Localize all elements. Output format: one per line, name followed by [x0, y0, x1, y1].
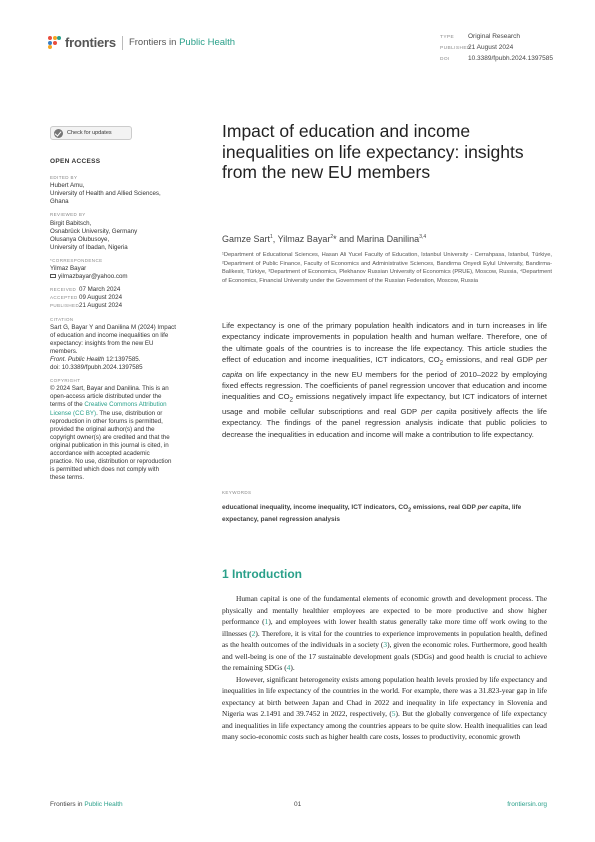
editor-line: University of Health and Allied Sciences, — [50, 190, 161, 198]
citation-line: expectancy: insights from the new EU — [50, 339, 154, 347]
meta-doi[interactable]: DOI 10.3389/fpubh.2024.1397585 — [440, 55, 553, 62]
check-icon — [54, 129, 63, 138]
meta-published: PUBLISHED21 August 2024 — [440, 44, 514, 51]
author-name[interactable]: Marina Danilina — [356, 234, 420, 244]
citation-ref[interactable]: 3 — [383, 640, 388, 649]
envelope-icon — [50, 274, 56, 278]
check-updates-label: Check for updates — [67, 130, 112, 136]
page-number: 01 — [294, 801, 302, 808]
copyright-line: original publication in this journal is cited, in — [50, 441, 169, 449]
body-text — [222, 593, 547, 743]
author-name[interactable]: Yilmaz Bayar — [277, 234, 331, 244]
date-published: PUBLISHED21 August 2024 — [50, 302, 123, 310]
citation-doi[interactable]: doi: 10.3389/fpubh.2024.1397585 — [50, 364, 143, 372]
check-for-updates-button[interactable] — [50, 126, 132, 140]
correspondence-name: Yilmaz Bayar — [50, 265, 87, 273]
reviewer-line: University of Ibadan, Nigeria — [50, 243, 128, 251]
editor-line: Ghana — [50, 198, 69, 206]
citation-label: CITATION — [50, 316, 74, 322]
author-name[interactable]: Gamze Sart — [222, 234, 271, 244]
divider — [122, 36, 123, 50]
section-heading: 1 Introduction — [222, 567, 302, 581]
article-title: Impact of education and income inequalities on life expectancy: insights from the new EU members — [222, 121, 524, 182]
correspondence-email[interactable]: yilmazbayar@yahoo.com — [58, 273, 128, 281]
reviewer-line: Olusanya Olubusoye, — [50, 235, 110, 243]
date-accepted: ACCEPTED09 August 2024 — [50, 294, 123, 302]
copyright-line: © 2024 Sart, Bayar and Danilina. This is an — [50, 385, 169, 393]
journal-name: Frontiers in Public Health — [128, 37, 236, 48]
open-access-label: OPEN ACCESS — [50, 158, 101, 165]
paragraph: However, significant heterogeneity exists among population health levels proxied by life expectancy and inequalities in life expectancy of the countries in the world. For example, there was a 31.823-year gap in life expectancy at birth between Japan and Chad in 2022 and inequality in life expectancy in Slovenia and Nigeria was 2.1491 and 39.7452 in 2022, respectively, (5). But the globally convergence of life expectancy and inequalities in life expectancy among the countries appears to be quite slow. Health inequalities can lead many socio-economic costs such as higher health care costs, losses to productivity, economic growth — [222, 674, 547, 741]
citation-ref[interactable]: 4 — [286, 663, 291, 672]
citation-ref[interactable]: 2 — [251, 628, 256, 638]
keywords-label: KEYWORDS — [222, 490, 252, 495]
copyright-line: terms of the Creative Commons Attribution — [50, 401, 167, 409]
footer-journal[interactable]: Frontiers in Public Health — [50, 801, 123, 808]
copyright-line: provided the original author(s) and the — [50, 425, 155, 433]
copyright-line: copyright owner(s) are credited and that the — [50, 433, 170, 441]
sidebar — [50, 158, 190, 482]
citation-line: Sart G, Bayar Y and Danilina M (2024) Impact — [50, 323, 176, 331]
copyright-line: reproduction in other forums is permitted, — [50, 417, 163, 425]
citation-line: of education and income inequalities on life — [50, 331, 169, 339]
brand-name: frontiers — [65, 35, 116, 50]
reviewer-line: Osnabrück University, Germany — [50, 227, 138, 235]
paragraph: Human capital is one of the fundamental elements of economic growth and development process. The physically and mentally healthier employees are expected to be more productive and show higher performance (1), and employees with lower health status generally take more time off work owing to the illnesses (2). Therefore, it is vital for the countries to experience improvements in population health, defined as the health outcomes of the individuals in a society (3), given the economic roles. Furthermore, good health and well-being is one of the 17 sustainable development goals (SDGs) and good health is crucial to achieve the remaining SDGs (4). — [222, 594, 548, 672]
meta-type: TYPE Original Research — [440, 33, 521, 40]
citation-line: members. — [50, 347, 78, 355]
copyright-line: these terms. — [50, 474, 85, 482]
copyright-line: open-access article distributed under the — [50, 393, 162, 401]
copyright-line: accordance with accepted academic — [50, 450, 150, 457]
reviewer-line: Birgit Babitsch, — [50, 219, 92, 227]
journal-logo[interactable] — [48, 35, 235, 50]
copyright-line: License (CC BY). The use, distribution or — [50, 409, 163, 417]
copyright-line: is permitted which does not comply with — [50, 466, 160, 474]
abstract: Life expectancy is one of the primary population health indicators and in turn increases in life expectancy indicate improvements in population health and human welfare. Therefore, one of the ultimate goals of the countries is to increase the life expectancy. This article studies the effect of education and income inequalities, ICT indicators, $CO_2$ emissions, and real GDP per capita on life expectancy in the new EU members for the period of 2010–2022 by employing fixed effects regression. The coefficients of panel regression uncover that education and income inequalities and $CO_2$ emissions negatively impact life expectancy, but ICT indicators of internet usage and mobile cellular subscriptions and real GDP per capita positively affects the life expectancy. The findings of the panel regression analysis indicate that public policies to decrease the inequalities in education and income will make a contribution to life expectancy. — [222, 321, 547, 439]
keywords: educational inequality, income inequality, ICT indicators, $CO_2$ emissions, real GDP per capita, life expectancy, panel regression analysis — [222, 504, 522, 524]
edited-by-label: EDITED BY — [50, 175, 78, 181]
license-link[interactable]: Creative Commons Attribution — [84, 401, 167, 409]
author-list: Gamze Sart$^1$, Yilmaz Bayar$^2$* and Marina Danilina$^{3,4}$ — [222, 234, 427, 244]
citation-ref[interactable]: 5 — [391, 709, 396, 718]
correspondence-label: *CORRESPONDENCE — [50, 257, 103, 263]
footer-site-link[interactable]: frontiersin.org — [507, 801, 547, 808]
article-meta — [440, 32, 553, 65]
editor-line: Hubert Amu, — [50, 182, 85, 190]
date-received: RECEIVED 07 March 2024 — [50, 286, 121, 294]
frontiers-logo-icon — [48, 36, 61, 49]
correspondence-email-row[interactable] — [50, 273, 190, 281]
citation-ref[interactable]: 1 — [264, 617, 269, 626]
affiliations: ¹Department of Educational Sciences, Hasan Ali Yucel Faculty of Education, Istanbul University - Cerrahpasa, Istanbul, Türkiye, ²Department of Public Finance, Faculty of Economics and Administrative Sciences, Bandirma Onyedi Eylul University, Bandirma-Balikesir, Türkiye, ³Department of Economics, Plekhanov Russian University of Economics (PRUE), Moscow, Russia, ⁴Department of Economics, Financial University under the Government of the Russian Federation, Moscow, Russia — [222, 252, 552, 284]
copyright-line: practice. No use, distribution or reproduction — [50, 458, 172, 466]
citation-journal-line: Front. Public Health 12:1397585. — [50, 355, 141, 363]
copyright-label: COPYRIGHT — [50, 378, 81, 384]
dates-block — [50, 286, 190, 310]
license-link[interactable]: License (CC BY) — [50, 409, 97, 417]
reviewed-by-label: REVIEWED BY — [50, 212, 86, 218]
